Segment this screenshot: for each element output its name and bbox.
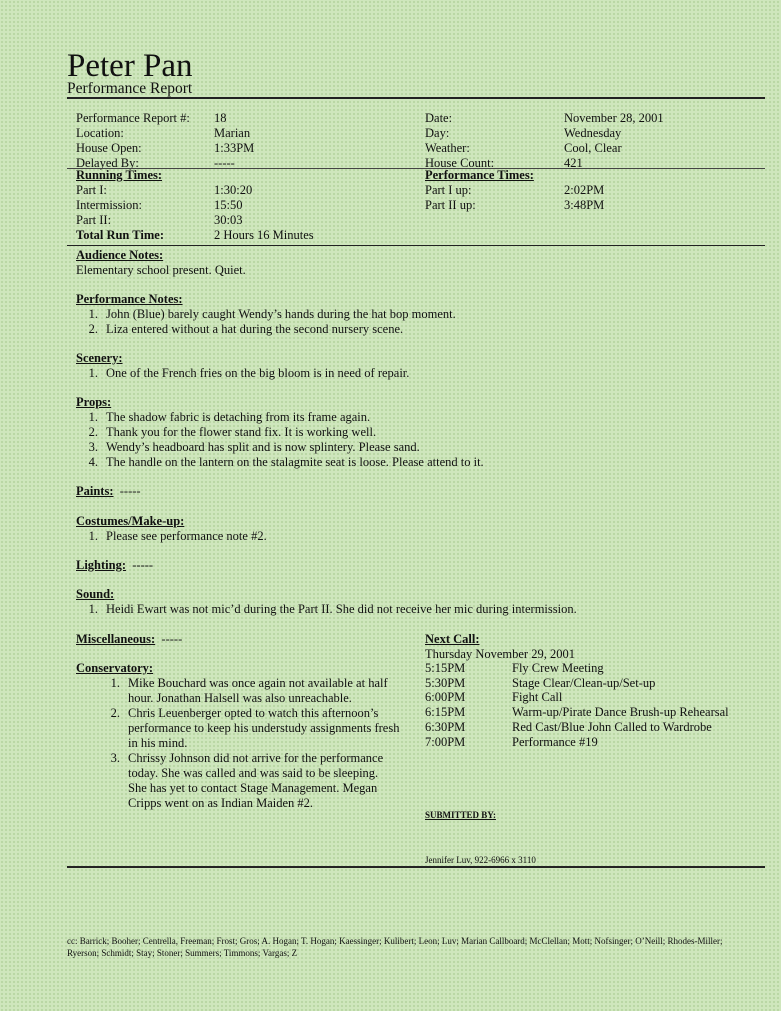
next-call-event: Stage Clear/Clean-up/Set-up [512, 676, 656, 690]
list-item: 1. Mike Bouchard was once again not available at half hour. Jonathan Halsell was also unreachable. [110, 676, 388, 705]
report-number-value: 18 [214, 111, 227, 125]
house-count-label: House Count: [425, 156, 495, 170]
audience-notes-text: Elementary school present. Quiet. [76, 263, 246, 277]
delayed-by-label: Delayed By: [76, 156, 139, 170]
scenery-heading: Scenery: [76, 351, 123, 365]
next-call-event: Performance #19 [512, 735, 598, 749]
part2-label: Part II: [76, 213, 112, 227]
list-item: 3. Chrissy Johnson did not arrive for the performance today. She was called and was said to be sleeping. She has yet to contact Stage Management. Megan Cripps went on as Indian Maiden #2. [110, 751, 384, 810]
props-heading: Props: [76, 395, 112, 409]
part1-up-time: 2:02PM [564, 183, 605, 197]
costumes-heading: Costumes/Make-up: [76, 514, 185, 528]
house-open-label: House Open: [76, 141, 142, 155]
lighting-row [76, 558, 153, 573]
page-subtitle: Performance Report [67, 80, 193, 97]
conservatory-list [106, 676, 416, 811]
day-label: Day: [425, 126, 450, 140]
date-label: Date: [425, 111, 453, 125]
conservatory-heading: Conservatory: [76, 661, 154, 675]
list-item: 1. Heidi Ewart was not mic’d during the Part II. She did not receive her mic during intermission. [88, 602, 577, 616]
house-count-value: 421 [564, 156, 583, 170]
performance-times-heading: Performance Times: [425, 168, 534, 182]
location-value: Marian [214, 126, 251, 140]
scenery-list [84, 366, 734, 381]
paints-heading: Paints: [76, 484, 114, 498]
next-call-time: 6:30PM [425, 720, 466, 734]
day-value: Wednesday [564, 126, 622, 140]
sound-list [84, 602, 764, 617]
weather-label: Weather: [425, 141, 470, 155]
part2-up-time: 3:48PM [564, 198, 605, 212]
next-call-event: Warm-up/Pirate Dance Brush-up Rehearsal [512, 705, 729, 719]
list-item: 3. Wendy’s headboard has split and is now splintery. Please sand. [88, 440, 420, 454]
list-item: 1. John (Blue) barely caught Wendy’s hands during the hat bop moment. [88, 307, 456, 321]
intermission-time: 15:50 [214, 198, 243, 212]
next-call-event: Fight Call [512, 690, 563, 704]
delayed-by-value: ----- [214, 156, 235, 170]
date-value: November 28, 2001 [564, 111, 664, 125]
total-run-time-value: 2 Hours 16 Minutes [214, 228, 314, 242]
props-list [84, 410, 734, 470]
part1-label: Part I: [76, 183, 107, 197]
next-call-heading: Next Call: [425, 632, 480, 646]
next-call-time: 5:15PM [425, 661, 466, 675]
weather-value: Cool, Clear [564, 141, 622, 155]
list-item: 1. Please see performance note #2. [88, 529, 267, 543]
info-divider [67, 168, 765, 169]
miscellaneous-value: ----- [161, 632, 183, 646]
next-call-date: Thursday November 29, 2001 [425, 647, 575, 661]
location-label: Location: [76, 126, 124, 140]
total-run-time-label: Total Run Time: [76, 228, 164, 242]
house-open-value: 1:33PM [214, 141, 255, 155]
title-divider [67, 97, 765, 99]
performance-notes-list [84, 307, 734, 337]
next-call-event: Red Cast/Blue John Called to Wardrobe [512, 720, 712, 734]
next-call-event: Fly Crew Meeting [512, 661, 604, 675]
list-item: 2. Liza entered without a hat during the second nursery scene. [88, 322, 404, 336]
list-item: 1. The shadow fabric is detaching from its frame again. [88, 410, 371, 424]
part1-up-label: Part I up: [425, 183, 472, 197]
lighting-heading: Lighting: [76, 558, 127, 572]
footer-divider [67, 866, 765, 868]
lighting-value: ----- [132, 558, 154, 572]
list-item: 1. One of the French fries on the big bloom is in need of repair. [88, 366, 410, 380]
cc-list: cc: Barrick; Booher; Centrella, Freeman; Frost; Gros; A. Hogan; T. Hogan; Kaessinger; Kulibert; Leon; Luv; Marian Callboard; McClellan; Mott; Nofsinger; O’Neill; Rhodes-Miller; Ryerson; Schmidt; Stay; Stoner; Summers; Timmons; Vargas; Z [67, 936, 723, 958]
paints-value: ----- [119, 484, 141, 498]
report-number-label: Performance Report #: [76, 111, 190, 125]
next-call-time: 7:00PM [425, 735, 466, 749]
part2-up-label: Part II up: [425, 198, 476, 212]
part2-time: 30:03 [214, 213, 243, 227]
costumes-list [84, 529, 734, 544]
paints-row [76, 484, 141, 499]
running-times-heading: Running Times: [76, 168, 163, 182]
page-title: Peter Pan [67, 48, 193, 84]
audience-notes-heading: Audience Notes: [76, 248, 164, 262]
times-divider [67, 245, 765, 246]
sound-heading: Sound: [76, 587, 115, 601]
list-item: 4. The handle on the lantern on the stalagmite seat is loose. Please attend to it. [88, 455, 484, 469]
submitted-by-label: SUBMITTED BY: [425, 810, 496, 820]
submitted-by-signature: Jennifer Luv, 922-6966 x 3110 [425, 855, 536, 865]
list-item: 2. Chris Leuenberger opted to watch this afternoon’s performance to keep his understudy assignments fresh in his mind. [110, 706, 400, 750]
miscellaneous-heading: Miscellaneous: [76, 632, 156, 646]
list-item: 2. Thank you for the flower stand fix. It is working well. [88, 425, 377, 439]
next-call-time: 5:30PM [425, 676, 466, 690]
next-call-time: 6:00PM [425, 690, 466, 704]
next-call-time: 6:15PM [425, 705, 466, 719]
miscellaneous-row [76, 632, 182, 647]
intermission-label: Intermission: [76, 198, 142, 212]
performance-notes-heading: Performance Notes: [76, 292, 183, 306]
part1-time: 1:30:20 [214, 183, 253, 197]
